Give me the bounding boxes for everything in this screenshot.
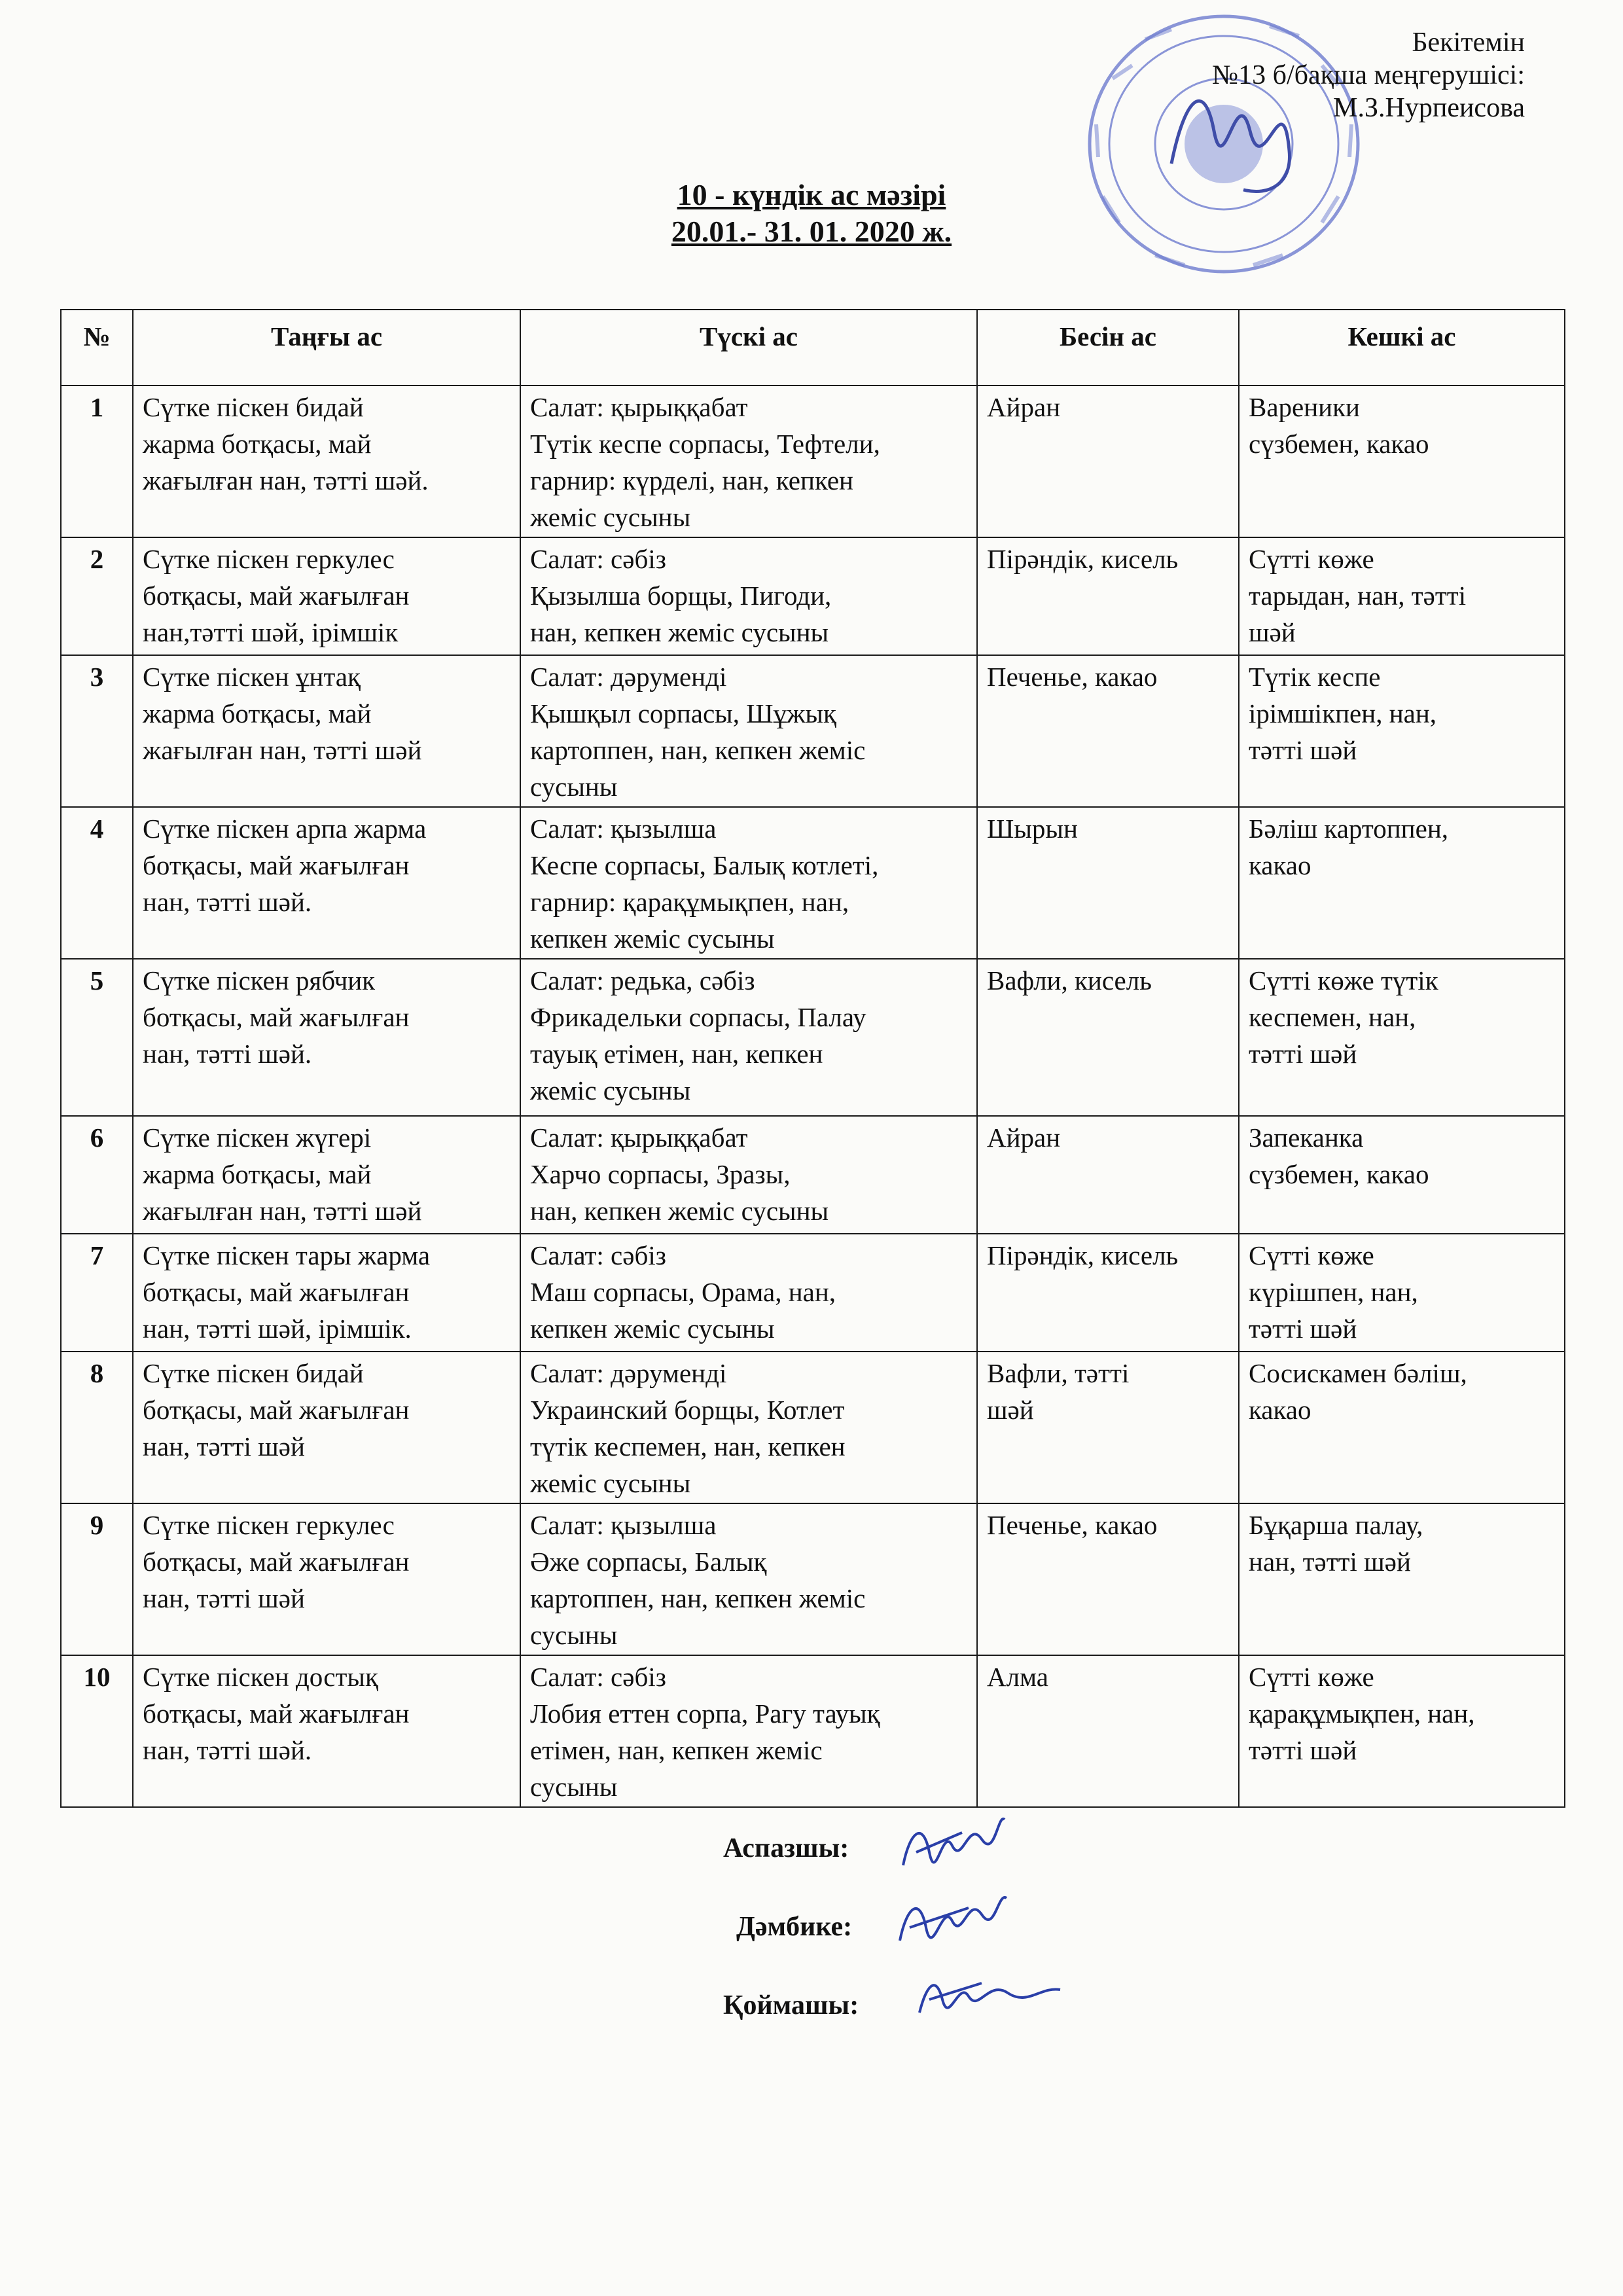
table-row <box>61 537 1565 655</box>
dinner-line: қарақұмықпен, нан, <box>1249 1698 1475 1729</box>
cell-breakfast <box>133 1503 520 1655</box>
lunch-line: жеміс сусыны <box>530 1075 691 1105</box>
title-line-1: 10 - күндік ас мәзірі <box>677 178 946 211</box>
approval-position: №13 б/бақша меңгерушісі: <box>1212 60 1525 90</box>
cell-snack <box>977 1352 1239 1503</box>
breakfast-line: Сүтке піскен ұнтақ <box>143 662 361 692</box>
cell-breakfast <box>133 1655 520 1807</box>
row-number: 4 <box>61 807 133 959</box>
breakfast-line: ботқасы, май жағылған <box>143 1698 410 1729</box>
snack-line: Алма <box>987 1662 1048 1692</box>
row-number: 8 <box>61 1352 133 1503</box>
lunch-line: Салат: қырыққабат <box>530 1122 748 1153</box>
cell-breakfast <box>133 655 520 807</box>
lunch-line: Фрикадельки сорпасы, Палау <box>530 1002 866 1032</box>
table-row <box>61 1352 1565 1503</box>
lunch-line: кепкен жеміс сусыны <box>530 1314 775 1344</box>
cell-breakfast <box>133 807 520 959</box>
page-title <box>0 177 1623 250</box>
lunch-line: жеміс сусыны <box>530 502 691 532</box>
dietitian-label: Дәмбике: <box>736 1912 853 1942</box>
lunch-line: етімен, нан, кепкен жеміс <box>530 1735 823 1765</box>
lunch-line: Түтік кеспе сорпасы, Тефтели, <box>530 429 880 459</box>
table-row <box>61 1503 1565 1655</box>
lunch-line: Салат: сәбіз <box>530 1240 666 1270</box>
dinner-line: Бұқарша палау, <box>1249 1510 1423 1540</box>
lunch-line: Харчо сорпасы, Зразы, <box>530 1159 791 1189</box>
snack-line: Шырын <box>987 814 1078 844</box>
dinner-line: тәтті шәй <box>1249 1735 1357 1765</box>
breakfast-line: ботқасы, май жағылған <box>143 850 410 880</box>
lunch-line: картоппен, нан, кепкен жеміс <box>530 1583 866 1613</box>
snack-line: Пірәндік, кисель <box>987 1240 1179 1270</box>
cell-dinner <box>1239 1503 1565 1655</box>
table-row <box>61 655 1565 807</box>
lunch-line: Салат: қырыққабат <box>530 392 748 422</box>
lunch-line: картоппен, нан, кепкен жеміс <box>530 735 866 765</box>
cell-lunch <box>520 1352 977 1503</box>
lunch-line: түтік кеспемен, нан, кепкен <box>530 1431 846 1462</box>
breakfast-line: жағылған нан, тәтті шәй <box>143 1196 422 1226</box>
row-number: 10 <box>61 1655 133 1807</box>
cell-dinner <box>1239 1116 1565 1234</box>
breakfast-line: ботқасы, май жағылған <box>143 1547 410 1577</box>
storekeeper-label: Қоймашы: <box>723 1990 859 2020</box>
row-number: 5 <box>61 959 133 1116</box>
table-header-row <box>61 310 1565 386</box>
dinner-line: тәтті шәй <box>1249 1314 1357 1344</box>
cell-dinner <box>1239 1234 1565 1352</box>
breakfast-line: нан, тәтті шәй <box>143 1583 305 1613</box>
breakfast-line: жағылған нан, тәтті шәй. <box>143 465 429 495</box>
lunch-line: жеміс сусыны <box>530 1468 691 1498</box>
approval-name: М.З.Нурпеисова <box>1333 93 1525 123</box>
storekeeper-signature <box>910 1960 1067 2026</box>
header-lunch: Түскі ас <box>520 310 977 386</box>
cell-lunch <box>520 1234 977 1352</box>
cell-breakfast <box>133 1352 520 1503</box>
breakfast-line: Сүтке піскен геркулес <box>143 544 395 574</box>
cell-snack <box>977 1234 1239 1352</box>
cell-dinner <box>1239 807 1565 959</box>
cell-dinner <box>1239 1655 1565 1807</box>
lunch-line: гарнир: күрделі, нан, кепкен <box>530 465 853 495</box>
table-row <box>61 959 1565 1116</box>
header-snack: Бесін ас <box>977 310 1239 386</box>
breakfast-line: нан, тәтті шәй. <box>143 1735 312 1765</box>
title-line-2: 20.01.- 31. 01. 2020 ж. <box>671 215 952 248</box>
cell-snack <box>977 537 1239 655</box>
snack-line: шәй <box>987 1395 1034 1425</box>
cell-lunch <box>520 1655 977 1807</box>
lunch-line: Қызылша борщы, Пигоди, <box>530 581 832 611</box>
lunch-line: сусыны <box>530 772 618 802</box>
cell-snack <box>977 386 1239 537</box>
lunch-line: тауық етімен, нан, кепкен <box>530 1039 823 1069</box>
dinner-line: Түтік кеспе <box>1249 662 1381 692</box>
cell-snack <box>977 959 1239 1116</box>
lunch-line: Әже сорпасы, Балық <box>530 1547 767 1577</box>
lunch-line: Салат: дәруменді <box>530 1358 727 1388</box>
cell-lunch <box>520 1116 977 1234</box>
dinner-line: Запеканка <box>1249 1122 1364 1153</box>
cell-snack <box>977 1655 1239 1807</box>
breakfast-line: ботқасы, май жағылған <box>143 1395 410 1425</box>
cell-dinner <box>1239 386 1565 537</box>
lunch-line: Кеспе сорпасы, Балық котлеті, <box>530 850 879 880</box>
row-number: 7 <box>61 1234 133 1352</box>
lunch-line: гарнир: қарақұмықпен, нан, <box>530 887 849 917</box>
table-row <box>61 1234 1565 1352</box>
breakfast-line: жағылған нан, тәтті шәй <box>143 735 422 765</box>
header-number: № <box>61 310 133 386</box>
breakfast-line: Сүтке піскен арпа жарма <box>143 814 427 844</box>
cook-label: Аспазшы: <box>723 1833 849 1863</box>
snack-line: Айран <box>987 1122 1061 1153</box>
approval-block <box>1212 26 1525 124</box>
snack-line: Вафли, тәтті <box>987 1358 1130 1388</box>
lunch-line: Салат: қызылша <box>530 814 717 844</box>
row-number: 9 <box>61 1503 133 1655</box>
cell-breakfast <box>133 537 520 655</box>
breakfast-line: жарма ботқасы, май <box>143 698 372 728</box>
cell-lunch <box>520 655 977 807</box>
breakfast-line: Сүтке піскен бидай <box>143 1358 364 1388</box>
cell-snack <box>977 807 1239 959</box>
breakfast-line: нан, тәтті шәй. <box>143 1039 312 1069</box>
lunch-line: Салат: редька, сәбіз <box>530 965 755 996</box>
cook-signature <box>890 1806 1014 1885</box>
lunch-line: Лобия еттен сорпа, Рагу тауық <box>530 1698 880 1729</box>
breakfast-line: ботқасы, май жағылған <box>143 1277 410 1307</box>
table-row <box>61 386 1565 537</box>
lunch-line: нан, кепкен жеміс сусыны <box>530 1196 829 1226</box>
row-number: 3 <box>61 655 133 807</box>
breakfast-line: жарма ботқасы, май <box>143 1159 372 1189</box>
lunch-line: Салат: сәбіз <box>530 544 666 574</box>
dinner-line: тәтті шәй <box>1249 735 1357 765</box>
breakfast-line: жарма ботқасы, май <box>143 429 372 459</box>
cell-snack <box>977 1116 1239 1234</box>
cell-lunch <box>520 386 977 537</box>
dinner-line: Бәліш картоппен, <box>1249 814 1449 844</box>
cell-lunch <box>520 537 977 655</box>
dinner-line: тәтті шәй <box>1249 1039 1357 1069</box>
lunch-line: Салат: сәбіз <box>530 1662 666 1692</box>
lunch-line: нан, кепкен жеміс сусыны <box>530 617 829 647</box>
breakfast-line: Сүтке піскен жүгері <box>143 1122 372 1153</box>
cell-breakfast <box>133 386 520 537</box>
snack-line: Печенье, какао <box>987 1510 1158 1540</box>
lunch-line: сусыны <box>530 1772 618 1802</box>
dinner-line: какао <box>1249 1395 1311 1425</box>
snack-line: Айран <box>987 392 1061 422</box>
dinner-line: Вареники <box>1249 392 1360 422</box>
dinner-line: ірімшікпен, нан, <box>1249 698 1437 728</box>
header-dinner: Кешкі ас <box>1239 310 1565 386</box>
breakfast-line: Сүтке піскен геркулес <box>143 1510 395 1540</box>
breakfast-line: Сүтке піскен бидай <box>143 392 364 422</box>
dinner-line: Сүтті көже <box>1249 544 1374 574</box>
lunch-line: Қышқыл сорпасы, Шұжық <box>530 698 836 728</box>
cell-dinner <box>1239 1352 1565 1503</box>
approval-label: Бекітемін <box>1412 27 1525 58</box>
breakfast-line: нан, тәтті шәй, ірімшік. <box>143 1314 412 1344</box>
breakfast-line: Сүтке піскен достық <box>143 1662 378 1692</box>
lunch-line: Украинский борщы, Котлет <box>530 1395 845 1425</box>
dinner-line: Сүтті көже <box>1249 1662 1374 1692</box>
breakfast-line: Сүтке піскен тары жарма <box>143 1240 431 1270</box>
breakfast-line: нан, тәтті шәй. <box>143 887 312 917</box>
dietitian-signature <box>890 1878 1014 1957</box>
table-row <box>61 1655 1565 1807</box>
snack-line: Пірәндік, кисель <box>987 544 1179 574</box>
dinner-line: кеспемен, нан, <box>1249 1002 1416 1032</box>
dinner-line: Сүтті көже түтік <box>1249 965 1438 996</box>
cell-breakfast <box>133 959 520 1116</box>
lunch-line: Салат: қызылша <box>530 1510 717 1540</box>
snack-line: Вафли, кисель <box>987 965 1152 996</box>
cell-dinner <box>1239 655 1565 807</box>
lunch-line: кепкен жеміс сусыны <box>530 924 775 954</box>
dinner-line: сүзбемен, какао <box>1249 1159 1429 1189</box>
row-number: 2 <box>61 537 133 655</box>
breakfast-line: Сүтке піскен рябчик <box>143 965 376 996</box>
row-number: 6 <box>61 1116 133 1234</box>
table-row <box>61 1116 1565 1234</box>
dinner-line: шәй <box>1249 617 1296 647</box>
row-number: 1 <box>61 386 133 537</box>
breakfast-line: нан, тәтті шәй <box>143 1431 305 1462</box>
dinner-line: сүзбемен, какао <box>1249 429 1429 459</box>
cell-lunch <box>520 807 977 959</box>
cell-snack <box>977 655 1239 807</box>
snack-line: Печенье, какао <box>987 662 1158 692</box>
dinner-line: какао <box>1249 850 1311 880</box>
dinner-line: Сүтті көже <box>1249 1240 1374 1270</box>
cell-breakfast <box>133 1234 520 1352</box>
dinner-line: Сосискамен бәліш, <box>1249 1358 1467 1388</box>
dinner-line: күрішпен, нан, <box>1249 1277 1418 1307</box>
cell-snack <box>977 1503 1239 1655</box>
lunch-line: Маш сорпасы, Орама, нан, <box>530 1277 836 1307</box>
lunch-line: Салат: дәруменді <box>530 662 727 692</box>
cell-breakfast <box>133 1116 520 1234</box>
breakfast-line: нан,тәтті шәй, ірімшік <box>143 617 399 647</box>
cell-dinner <box>1239 959 1565 1116</box>
table-row <box>61 807 1565 959</box>
dinner-line: тарыдан, нан, тәтті <box>1249 581 1467 611</box>
breakfast-line: ботқасы, май жағылған <box>143 581 410 611</box>
menu-table <box>60 309 1565 1808</box>
cell-lunch <box>520 1503 977 1655</box>
cell-lunch <box>520 959 977 1116</box>
dinner-line: нан, тәтті шәй <box>1249 1547 1411 1577</box>
lunch-line: сусыны <box>530 1620 618 1650</box>
header-breakfast: Таңғы ас <box>133 310 520 386</box>
cell-dinner <box>1239 537 1565 655</box>
breakfast-line: ботқасы, май жағылған <box>143 1002 410 1032</box>
